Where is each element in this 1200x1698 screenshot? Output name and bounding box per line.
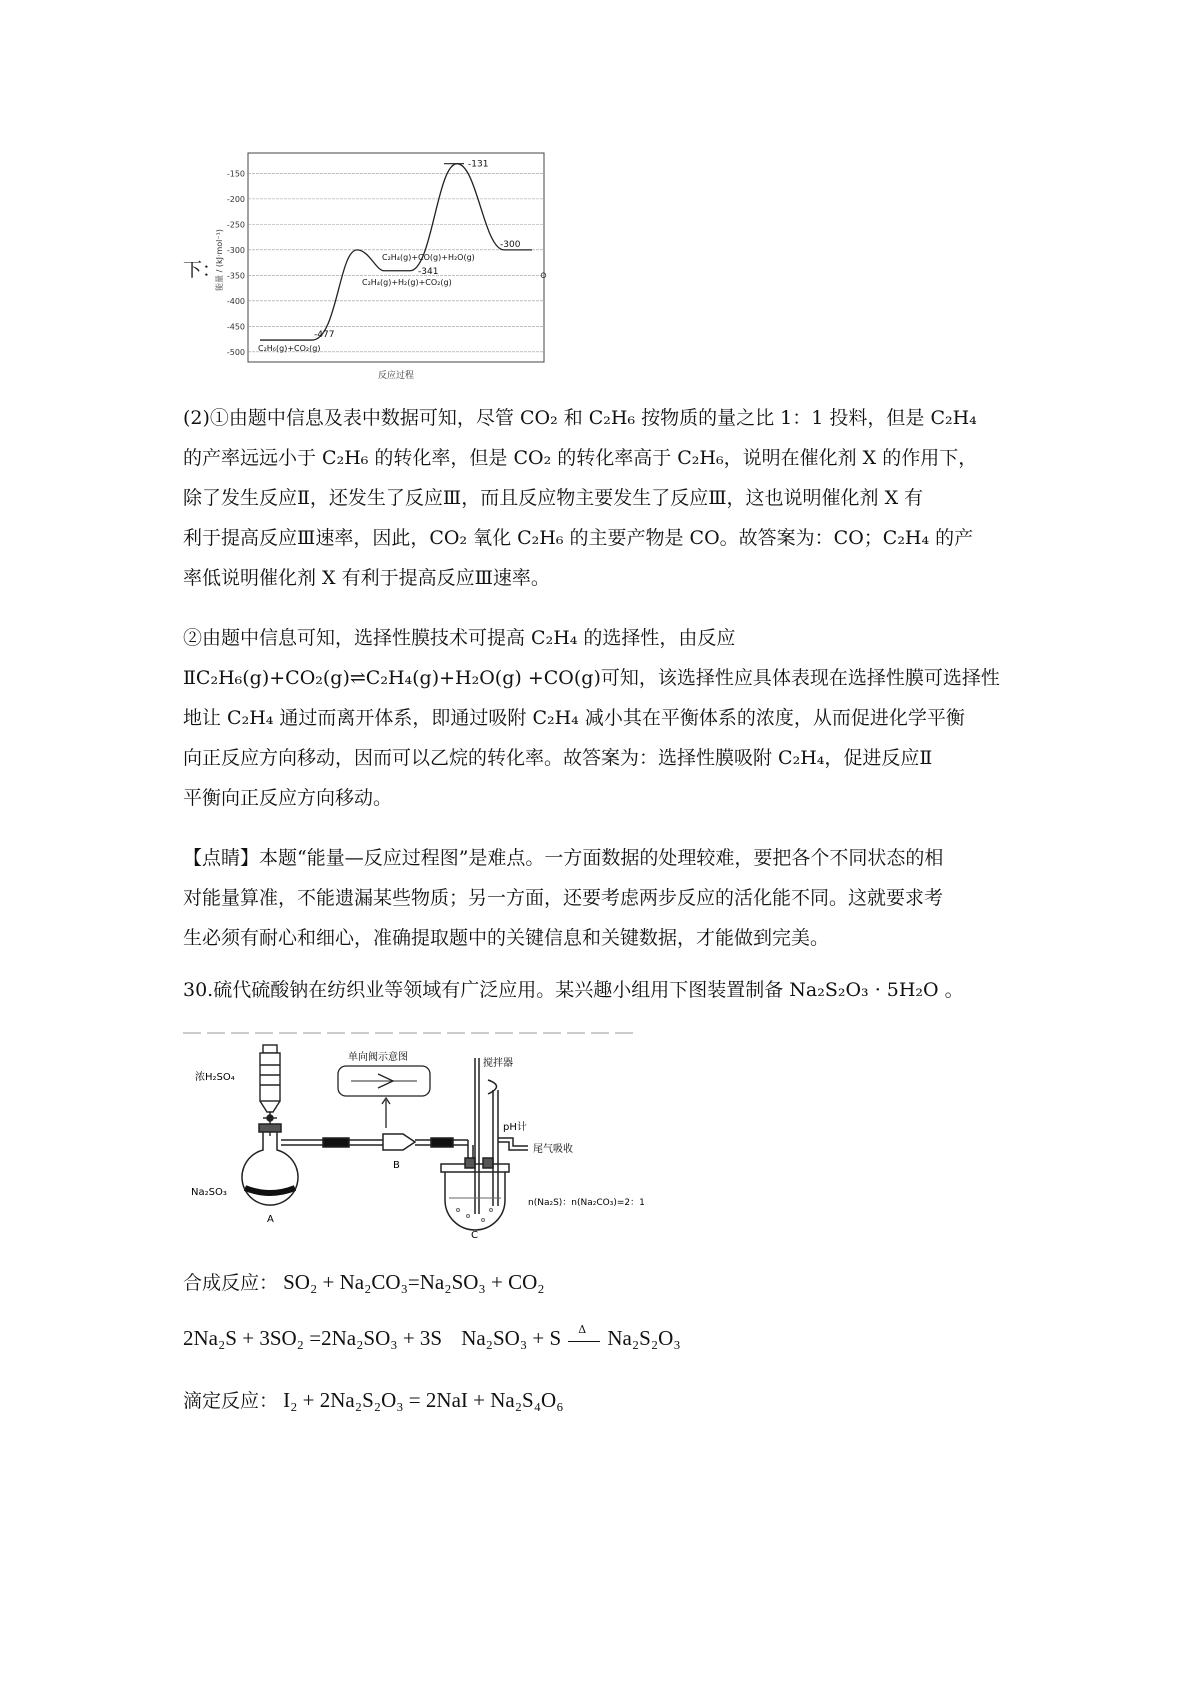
answer-part2-block1 bbox=[183, 398, 1023, 598]
apparatus-diagram bbox=[183, 1030, 653, 1245]
reactor-c bbox=[441, 1058, 528, 1230]
label-a: A bbox=[267, 1214, 274, 1225]
text-line: ⅡC₂H₆(g)+CO₂(g)⇌C₂H₄(g)+H₂O(g) +CO(g)可知，该选择性应具体表现在选择性膜可选择性 bbox=[183, 667, 1000, 689]
synthesis-label: 合成反应： bbox=[183, 1272, 279, 1294]
label-b: B bbox=[393, 1160, 400, 1171]
y-tick-label: -450 bbox=[226, 322, 245, 332]
peak-value-label: -131 bbox=[468, 159, 489, 170]
synthesis-row-2 bbox=[183, 1322, 681, 1351]
label-ratio: n(Na₂S)：n(Na₂CO₃)=2：1 bbox=[528, 1198, 645, 1208]
y-axis-label: 能量 / (kJ·mol⁻¹) bbox=[215, 229, 224, 291]
text-line: (2)①由题中信息及表中数据可知，尽管 CO₂ 和 C₂H₆ 按物质的量之比 1：1 投料，但是 C₂H₄ bbox=[183, 407, 977, 429]
text-line: ②由题中信息可知，选择性膜技术可提高 C₂H₄ 的选择性，由反应 bbox=[183, 627, 736, 649]
y-tick-label: -250 bbox=[226, 220, 245, 230]
text-line: 除了发生反应Ⅱ，还发生了反应Ⅲ，而且反应物主要发生了反应Ⅲ，这也说明催化剂 X 有 bbox=[183, 487, 924, 509]
text-line: 对能量算准，不能遗漏某些物质；另一方面，还要考虑两步反应的活化能不同。这就要求考 bbox=[183, 887, 944, 909]
y-tick-label: -150 bbox=[226, 169, 245, 179]
text-line: 生必须有耐心和细心，准确提取题中的关键信息和关键数据，才能做到完美。 bbox=[183, 927, 830, 949]
level-species-label: C₂H₆(g)+CO₂(g) bbox=[258, 344, 321, 354]
answer-part2-block2 bbox=[183, 618, 1023, 818]
text-line: 率低说明催化剂 X 有利于提高反应Ⅲ速率。 bbox=[183, 567, 550, 589]
x-axis-label: 反应过程 bbox=[377, 371, 415, 381]
label-h2so4: 浓H₂SO₄ bbox=[195, 1072, 235, 1083]
text-line: 【点睛】本题“能量—反应过程图”是难点。一方面数据的处理较难，要把各个不同状态的相 bbox=[183, 847, 944, 869]
y-tick-label: -500 bbox=[226, 347, 245, 357]
y-tick-label: -300 bbox=[226, 245, 245, 255]
heat-condition: Δ bbox=[578, 1322, 587, 1336]
label-tail: 尾气吸收 bbox=[533, 1144, 573, 1155]
synthesis-eq3-right: Na₂S₂O₃ bbox=[607, 1326, 681, 1350]
synthesis-eq3-left: Na₂SO₃ + S bbox=[461, 1326, 562, 1350]
titration-row bbox=[183, 1386, 564, 1413]
label-na2so3: Na₂SO₃ bbox=[191, 1187, 227, 1198]
text-line: 的产率远远小于 C₂H₆ 的转化率，但是 CO₂ 的转化率高于 C₂H₆，说明在催化剂 X 的作用下， bbox=[183, 447, 978, 469]
suffix-label: 。 bbox=[540, 259, 560, 281]
synthesis-eq2: 2Na₂S + 3SO₂ =2Na₂SO₃ + 3S bbox=[183, 1326, 443, 1350]
level-value-label: -341 bbox=[418, 266, 439, 277]
level-value-label: -300 bbox=[500, 239, 521, 250]
synthesis-row bbox=[183, 1268, 545, 1295]
question-30-text: 30.硫代硫酸钠在纺织业等领域有广泛应用。某兴趣小组用下图装置制备 Na₂S₂O₃ · 5H₂O 。 bbox=[183, 979, 964, 1001]
level-species-label: C₂H₄(g)+CO(g)+H₂O(g) bbox=[382, 252, 475, 262]
energy-chart bbox=[212, 150, 552, 388]
text-line: 地让 C₂H₄ 通过而离开体系，即通过吸附 C₂H₄ 减小其在平衡体系的浓度，从而促进化学平衡 bbox=[183, 707, 965, 729]
label-ph: pH计 bbox=[503, 1122, 527, 1133]
question-30 bbox=[183, 970, 1023, 1010]
y-tick-label: -200 bbox=[226, 194, 245, 204]
y-tick-label: -350 bbox=[226, 271, 245, 281]
titration-label: 滴定反应： bbox=[183, 1390, 279, 1412]
synthesis-eq1: SO₂ + Na₂CO₃=Na₂SO₃ + CO₂ bbox=[283, 1270, 545, 1294]
label-valve: 单向阀示意图 bbox=[348, 1052, 408, 1063]
y-tick-label: -400 bbox=[226, 296, 245, 306]
level-value-label: -477 bbox=[314, 330, 335, 341]
valve-diagram bbox=[338, 1066, 430, 1128]
y-ticks bbox=[227, 169, 245, 356]
level-species-label: C₂H₄(g)+H₂(g)+CO₂(g) bbox=[362, 277, 452, 287]
comment-block bbox=[183, 838, 1023, 958]
label-c: C bbox=[471, 1230, 478, 1241]
text-line: 平衡向正反应方向移动。 bbox=[183, 787, 393, 809]
prefix-label: 下： bbox=[183, 259, 222, 281]
flask-a bbox=[242, 1124, 298, 1205]
dropping-funnel bbox=[260, 1045, 280, 1136]
titration-eq: I₂ + 2Na₂S₂O₃ = 2NaI + Na₂S₄O₆ bbox=[283, 1388, 564, 1412]
text-line: 利于提高反应Ⅲ速率，因此，CO₂ 氧化 C₂H₆ 的主要产物是 CO。故答案为：CO；C₂H₄ 的产 bbox=[183, 527, 974, 549]
text-line: 向正反应方向移动，因而可以乙烷的转化率。故答案为：选择性膜吸附 C₂H₄，促进反应Ⅱ bbox=[183, 747, 933, 769]
heat-arrow bbox=[566, 1322, 602, 1351]
label-stirrer: 搅拌器 bbox=[483, 1058, 513, 1069]
